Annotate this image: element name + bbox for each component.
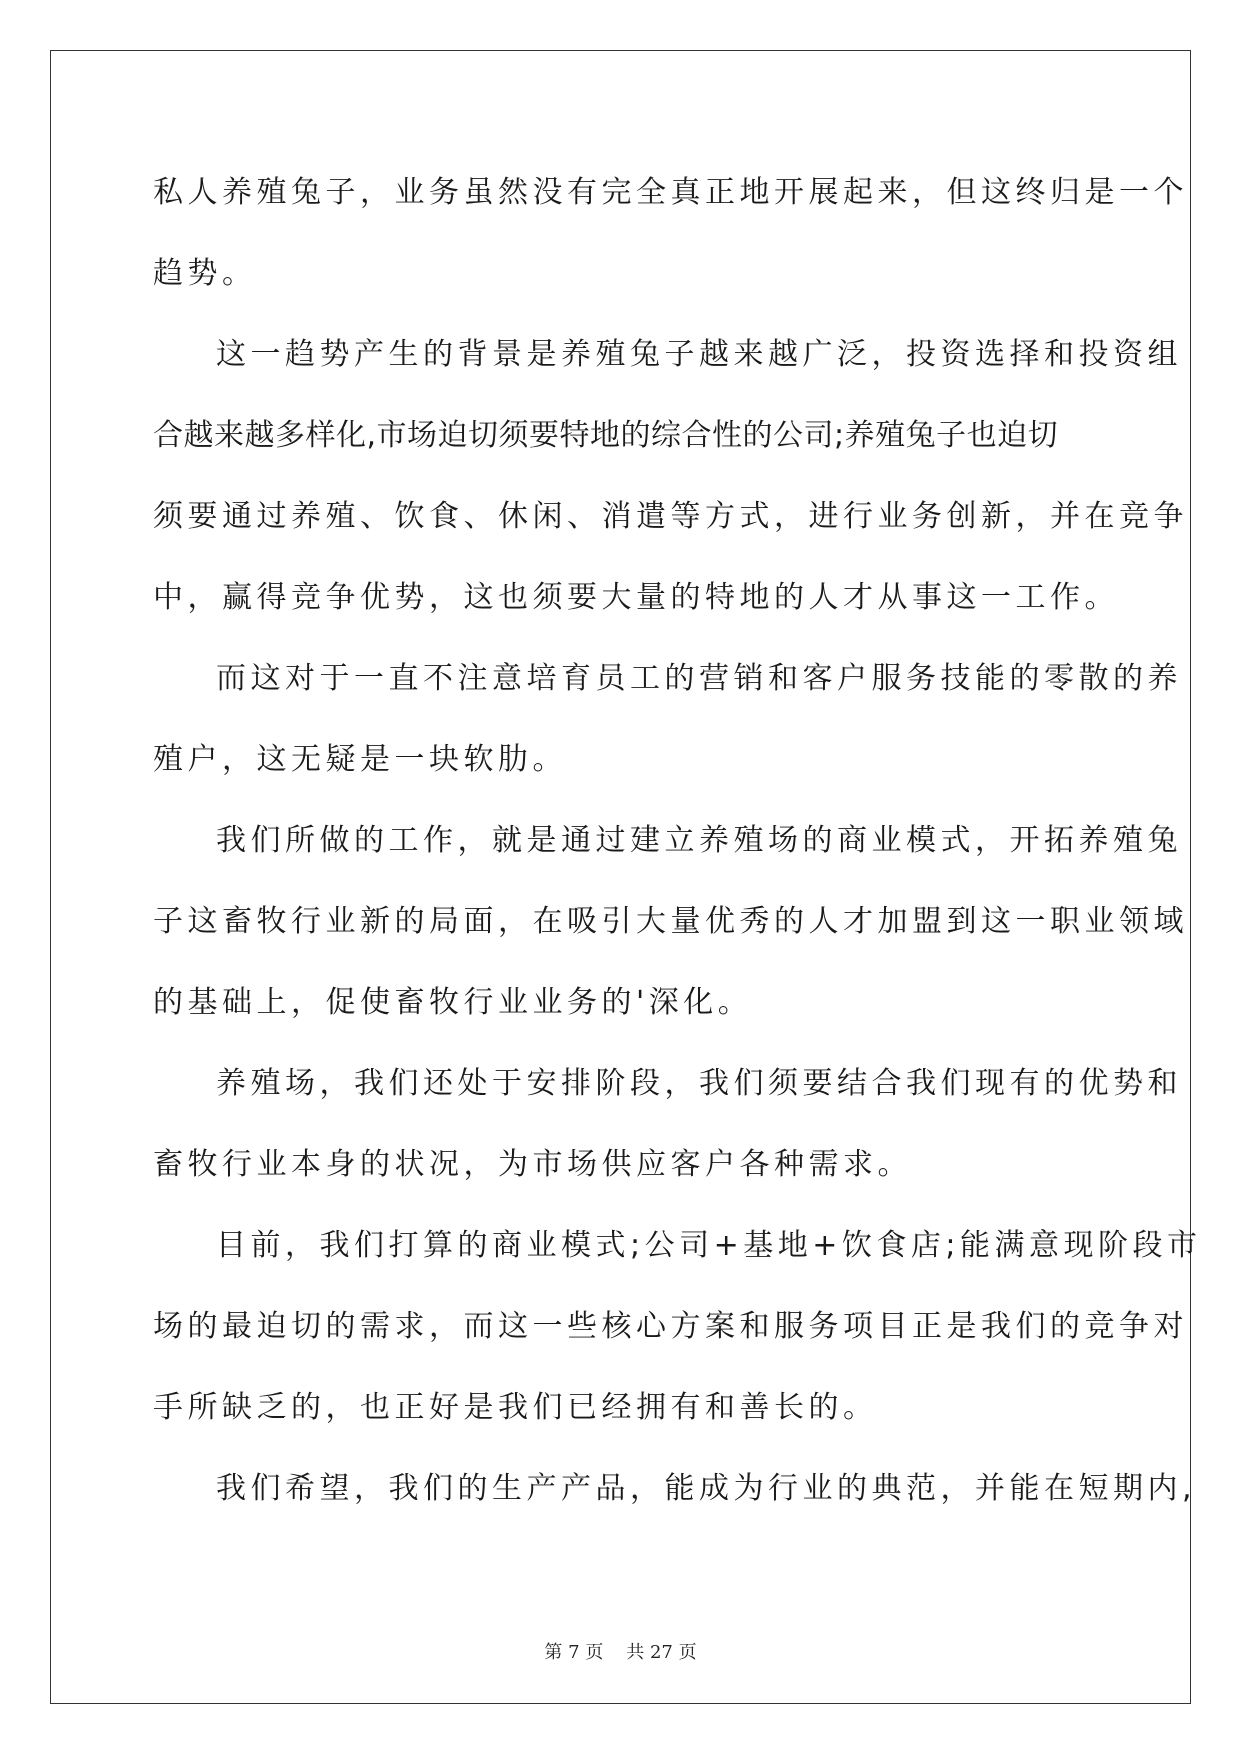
page-total: 共 27 页 bbox=[626, 1642, 697, 1663]
text-line: 场的最迫切的需求，而这一些核心方案和服务项目正是我们的竞争对 bbox=[153, 1309, 1188, 1344]
text-line: 趋势。 bbox=[153, 256, 257, 291]
text-line: 手所缺乏的，也正好是我们已经拥有和善长的。 bbox=[153, 1390, 878, 1425]
text-line: 子这畜牧行业新的局面，在吸引大量优秀的人才加盟到这一职业领域 bbox=[153, 904, 1188, 939]
text-line: 私人养殖兔子，业务虽然没有完全真正地开展起来，但这终归是一个 bbox=[153, 175, 1188, 210]
paragraph-first-line: 而这对于一直不注意培育员工的营销和客户服务技能的零散的养 bbox=[216, 661, 1182, 696]
paragraph-first-line: 我们所做的工作，就是通过建立养殖场的商业模式，开拓养殖兔 bbox=[216, 823, 1182, 858]
text-line: 合越来越多样化,市场迫切须要特地的综合性的公司;养殖兔子也迫切 bbox=[153, 418, 1059, 453]
text-line: 畜牧行业本身的状况，为市场供应客户各种需求。 bbox=[153, 1147, 912, 1182]
document-body bbox=[153, 152, 1202, 1529]
paragraph-first-line: 养殖场，我们还处于安排阶段，我们须要结合我们现有的优势和 bbox=[216, 1066, 1182, 1101]
paragraph-first-line: 这一趋势产生的背景是养殖兔子越来越广泛，投资选择和投资组 bbox=[216, 337, 1182, 372]
text-line: 殖户，这无疑是一块软肋。 bbox=[153, 742, 567, 777]
text-line: 的基础上，促使畜牧行业业务的'深化。 bbox=[153, 985, 753, 1020]
text-line: 中，赢得竞争优势，这也须要大量的特地的人才从事这一工作。 bbox=[153, 580, 1119, 615]
paragraph-first-line: 我们希望，我们的生产产品，能成为行业的典范，并能在短期内, bbox=[216, 1471, 1197, 1506]
paragraph-first-line: 目前，我们打算的商业模式;公司+基地+饮食店;能满意现阶段市 bbox=[216, 1228, 1202, 1263]
text-line: 须要通过养殖、饮食、休闲、消遣等方式，进行业务创新，并在竞争 bbox=[153, 499, 1188, 534]
page-number: 第 7 页 bbox=[544, 1642, 604, 1663]
page-footer bbox=[0, 1638, 1241, 1664]
